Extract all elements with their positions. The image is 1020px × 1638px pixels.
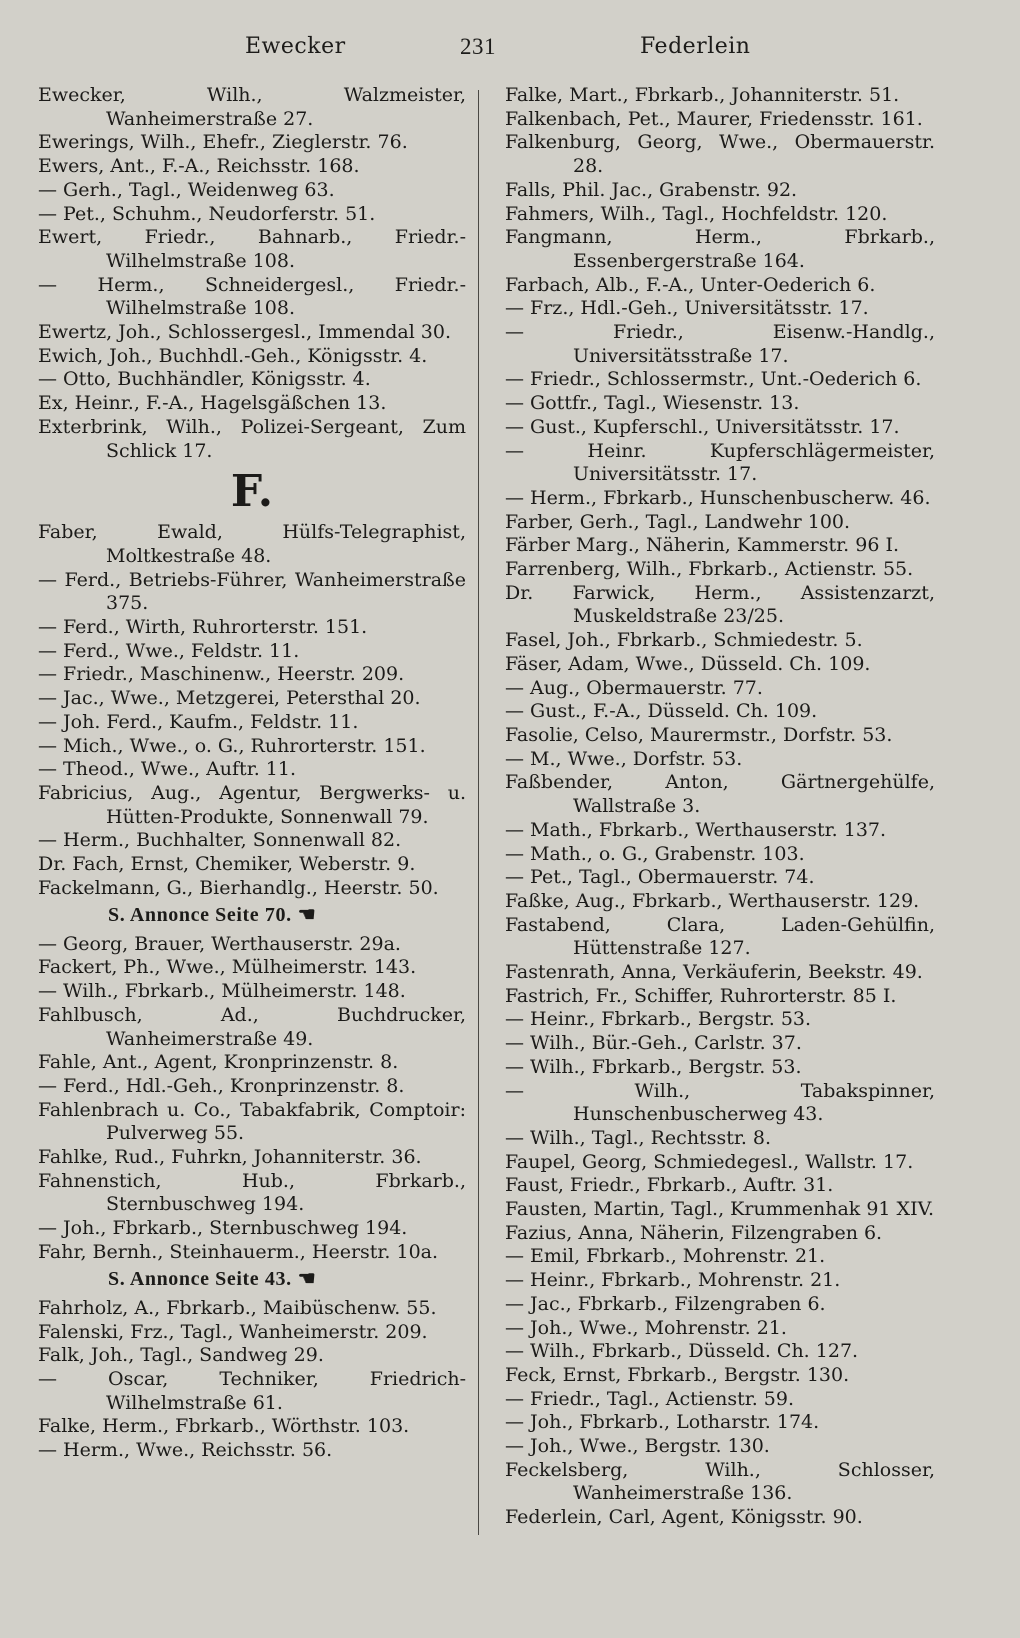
directory-entry: Fangmann, Herm., Fbrkarb., Essenbergerstraße 164.: [505, 226, 935, 272]
directory-entry: Feckelsberg, Wilh., Schlosser, Wanheimerstraße 136.: [505, 1458, 935, 1505]
directory-entry: Ewich, Joh., Buchhdl.-Geh., Königsstr. 4.: [38, 344, 428, 367]
directory-entry: Fäser, Adam, Wwe., Düsseld. Ch. 109.: [505, 652, 871, 675]
directory-entry: — Georg, Brauer, Werthauserstr. 29a.: [38, 932, 401, 955]
page-number: 231: [460, 34, 496, 59]
directory-entry: — Ferd., Betriebs-Führer, Wanheimerstraße 375.: [38, 568, 466, 615]
directory-entry: — Gust., F.-A., Düsseld. Ch. 109.: [505, 700, 818, 723]
directory-entry: — Herm., Fbrkarb., Hunschenbuscherw. 46.: [505, 486, 931, 509]
directory-entry: — Joh. Ferd., Kaufm., Feldstr. 11.: [38, 710, 359, 733]
directory-entry: Fahrholz, A., Fbrkarb., Maibüschenw. 55.: [38, 1296, 437, 1319]
directory-entry: Fackert, Ph., Wwe., Mülheimerstr. 143.: [38, 956, 417, 979]
directory-entry: Fahle, Ant., Agent, Kronprinzenstr. 8.: [38, 1051, 399, 1074]
directory-entry: — Joh., Wwe., Bergstr. 130.: [505, 1435, 770, 1458]
right-entries: [505, 84, 935, 1530]
directory-entry: Faupel, Georg, Schmiedegesl., Wallstr. 17.: [505, 1150, 914, 1173]
directory-entry: — Gust., Kupferschl., Universitätsstr. 17.: [505, 415, 900, 438]
directory-entry: — Joh., Fbrkarb., Sternbuschweg 194.: [38, 1217, 408, 1240]
annonce-text-2: S. Annonce Seite 43.: [108, 1267, 292, 1290]
directory-entry: Fahlenbrach u. Co., Tabakfabrik, Comptoir: Pulverweg 55.: [38, 1098, 466, 1145]
directory-entry: Fackelmann, G., Bierhandlg., Heerstr. 50.: [38, 876, 439, 899]
directory-entry: — Friedr., Maschinenw., Heerstr. 209.: [38, 663, 405, 686]
directory-entry: — Otto, Buchhändler, Königsstr. 4.: [38, 368, 371, 391]
directory-entry: — Wilh., Fbrkarb., Düsseld. Ch. 127.: [505, 1340, 859, 1363]
directory-entry: Fastrich, Fr., Schiffer, Ruhrorterstr. 85 I.: [505, 984, 897, 1007]
header-last-entry: Federlein: [640, 34, 751, 59]
left-entries-2: [38, 521, 466, 900]
directory-entry: Feck, Ernst, Fbrkarb., Bergstr. 130.: [505, 1363, 850, 1386]
directory-entry: — Wilh., Fbrkarb., Mülheimerstr. 148.: [38, 980, 406, 1003]
directory-entry: — Joh., Wwe., Mohrenstr. 21.: [505, 1316, 787, 1339]
directory-entry: Fastabend, Clara, Laden-Gehülfin, Hüttenstraße 127.: [505, 913, 935, 960]
directory-entry: — Ferd., Wwe., Feldstr. 11.: [38, 639, 300, 662]
directory-entry: — Math., o. G., Grabenstr. 103.: [505, 842, 805, 865]
directory-entry: — Friedr., Eisenw.-Handlg., Universitätsstraße 17.: [505, 321, 935, 367]
directory-entry: Fahlke, Rud., Fuhrkn, Johanniterstr. 36.: [38, 1146, 422, 1169]
directory-entry: — Oscar, Techniker, Friedrich-Wilhelmstraße 61.: [38, 1367, 466, 1414]
left-entries-1: [38, 84, 466, 463]
directory-entry: Ewecker, Wilh., Walzmeister, Wanheimerstraße 27.: [38, 84, 466, 130]
directory-entry: Federlein, Carl, Agent, Königsstr. 90.: [505, 1506, 863, 1529]
directory-entry: — Gottfr., Tagl., Wiesenstr. 13.: [505, 392, 800, 415]
directory-entry: Ewers, Ant., F.-A., Reichsstr. 168.: [38, 155, 360, 178]
left-entries-3: [38, 933, 466, 1265]
directory-entry: — Jac., Wwe., Metzgerei, Petersthal 20.: [38, 687, 421, 710]
directory-entry: Falenski, Frz., Tagl., Wanheimerstr. 209.: [38, 1320, 428, 1343]
directory-entry: — Theod., Wwe., Auftr. 11.: [38, 758, 296, 781]
page-header: [40, 34, 980, 70]
directory-entry: — Mich., Wwe., o. G., Ruhrorterstr. 151.: [38, 734, 426, 757]
directory-entry: Farbach, Alb., F.-A., Unter-Oederich 6.: [505, 273, 876, 296]
directory-entry: — Heinr. Kupferschlägermeister, Universitätsstr. 17.: [505, 439, 935, 486]
directory-entry: Fahlbusch, Ad., Buchdrucker, Wanheimerstraße 49.: [38, 1003, 466, 1050]
directory-entry: Fastenrath, Anna, Verkäuferin, Beekstr. 49.: [505, 961, 923, 984]
directory-entry: Ewerings, Wilh., Ehefr., Zieglerstr. 76.: [38, 131, 408, 154]
directory-entry: — Frz., Hdl.-Geh., Universitätsstr. 17.: [505, 297, 869, 320]
directory-entry: — Heinr., Fbrkarb., Bergstr. 53.: [505, 1008, 812, 1031]
directory-entry: — Herm., Buchhalter, Sonnenwall 82.: [38, 829, 402, 852]
directory-entry: Fahnenstich, Hub., Fbrkarb., Sternbuschweg 194.: [38, 1169, 466, 1216]
directory-entry: Ewertz, Joh., Schlossergesl., Immendal 30.: [38, 321, 452, 344]
directory-entry: — Pet., Tagl., Obermauerstr. 74.: [505, 866, 815, 889]
directory-entry: — Aug., Obermauerstr. 77.: [505, 676, 763, 699]
directory-entry: Falkenbach, Pet., Maurer, Friedensstr. 161.: [505, 107, 923, 130]
header-first-entry: Ewecker: [245, 34, 346, 59]
directory-entry: Dr. Farwick, Herm., Assistenzarzt, Muskeldstraße 23/25.: [505, 581, 935, 628]
directory-entry: — Gerh., Tagl., Weidenweg 63.: [38, 178, 335, 201]
directory-entry: Fausten, Martin, Tagl., Krummenhak 91 XIV.: [505, 1198, 935, 1221]
directory-entry: — Emil, Fbrkarb., Mohrenstr. 21.: [505, 1245, 826, 1268]
directory-entry: Fabricius, Aug., Agentur, Bergwerks- u. Hütten-Produkte, Sonnenwall 79.: [38, 781, 466, 828]
annonce-note-1: [38, 904, 466, 928]
pointing-hand-icon: ☚: [297, 1268, 317, 1291]
directory-entry: Farrenberg, Wilh., Fbrkarb., Actienstr. 55.: [505, 558, 914, 581]
directory-entry: Faßbender, Anton, Gärtnergehülfe, Wallstraße 3.: [505, 771, 935, 818]
column-divider: [478, 90, 479, 1535]
directory-entry: Fazius, Anna, Näherin, Filzengraben 6.: [505, 1221, 883, 1244]
directory-entry: — Friedr., Tagl., Actienstr. 59.: [505, 1387, 795, 1410]
section-letter: F.: [230, 466, 274, 518]
directory-entry: Falkenburg, Georg, Wwe., Obermauerstr. 28.: [505, 131, 935, 178]
directory-entry: Farber, Gerh., Tagl., Landwehr 100.: [505, 510, 851, 533]
directory-entry: Färber Marg., Näherin, Kammerstr. 96 I.: [505, 534, 899, 557]
directory-entry: Faber, Ewald, Hülfs-Telegraphist, Moltkestraße 48.: [38, 521, 466, 567]
directory-entry: — Wilh., Tabakspinner, Hunschenbuscherweg 43.: [505, 1079, 935, 1126]
directory-entry: — Wilh., Tagl., Rechtsstr. 8.: [505, 1126, 772, 1149]
directory-entry: Faust, Friedr., Fbrkarb., Auftr. 31.: [505, 1174, 834, 1197]
directory-entry: Falk, Joh., Tagl., Sandweg 29.: [38, 1344, 324, 1367]
directory-entry: — Herm., Wwe., Reichsstr. 56.: [38, 1439, 333, 1462]
directory-entry: — Math., Fbrkarb., Werthauserstr. 137.: [505, 818, 887, 841]
directory-entry: Fahr, Bernh., Steinhauerm., Heerstr. 10a.: [38, 1240, 439, 1263]
directory-entry: — Ferd., Hdl.-Geh., Kronprinzenstr. 8.: [38, 1074, 405, 1097]
directory-entry: — Wilh., Fbrkarb., Bergstr. 53.: [505, 1055, 802, 1078]
directory-entry: — Herm., Schneidergesl., Friedr.-Wilhelmstraße 108.: [38, 273, 466, 320]
directory-entry: Faßke, Aug., Fbrkarb., Werthauserstr. 129.: [505, 889, 920, 912]
directory-entry: Exterbrink, Wilh., Polizei-Sergeant, Zum Schlick 17.: [38, 415, 466, 462]
directory-entry: Falke, Mart., Fbrkarb., Johanniterstr. 51.: [505, 84, 900, 106]
directory-entry: — Ferd., Wirth, Ruhrorterstr. 151.: [38, 616, 368, 639]
left-column: [38, 84, 466, 1463]
directory-entry: — Jac., Fbrkarb., Filzengraben 6.: [505, 1292, 826, 1315]
directory-entry: Fasolie, Celso, Maurermstr., Dorfstr. 53.: [505, 723, 893, 746]
annonce-note-2: [38, 1268, 466, 1292]
directory-entry: Ex, Heinr., F.-A., Hagelsgäßchen 13.: [38, 392, 387, 415]
directory-entry: — Wilh., Bür.-Geh., Carlstr. 37.: [505, 1032, 802, 1055]
directory-entry: Dr. Fach, Ernst, Chemiker, Weberstr. 9.: [38, 853, 416, 876]
annonce-text-1: S. Annonce Seite 70.: [108, 903, 292, 926]
directory-entry: — Pet., Schuhm., Neudorferstr. 51.: [38, 202, 376, 225]
left-entries-4: [38, 1297, 466, 1463]
directory-entry: Falke, Herm., Fbrkarb., Wörthstr. 103.: [38, 1415, 410, 1438]
directory-entry: — Heinr., Fbrkarb., Mohrenstr. 21.: [505, 1269, 841, 1292]
directory-entry: Ewert, Friedr., Bahnarb., Friedr.-Wilhelmstraße 108.: [38, 226, 466, 272]
pointing-hand-icon: ☚: [297, 904, 317, 927]
directory-entry: — Friedr., Schlossermstr., Unt.-Oederich 6.: [505, 368, 922, 391]
directory-entry: — M., Wwe., Dorfstr. 53.: [505, 747, 743, 770]
directory-entry: — Joh., Fbrkarb., Lotharstr. 174.: [505, 1411, 820, 1434]
directory-entry: Falls, Phil. Jac., Grabenstr. 92.: [505, 178, 798, 201]
directory-entry: Fasel, Joh., Fbrkarb., Schmiedestr. 5.: [505, 629, 863, 652]
directory-entry: Fahmers, Wilh., Tagl., Hochfeldstr. 120.: [505, 202, 888, 225]
right-column: [505, 84, 935, 1530]
